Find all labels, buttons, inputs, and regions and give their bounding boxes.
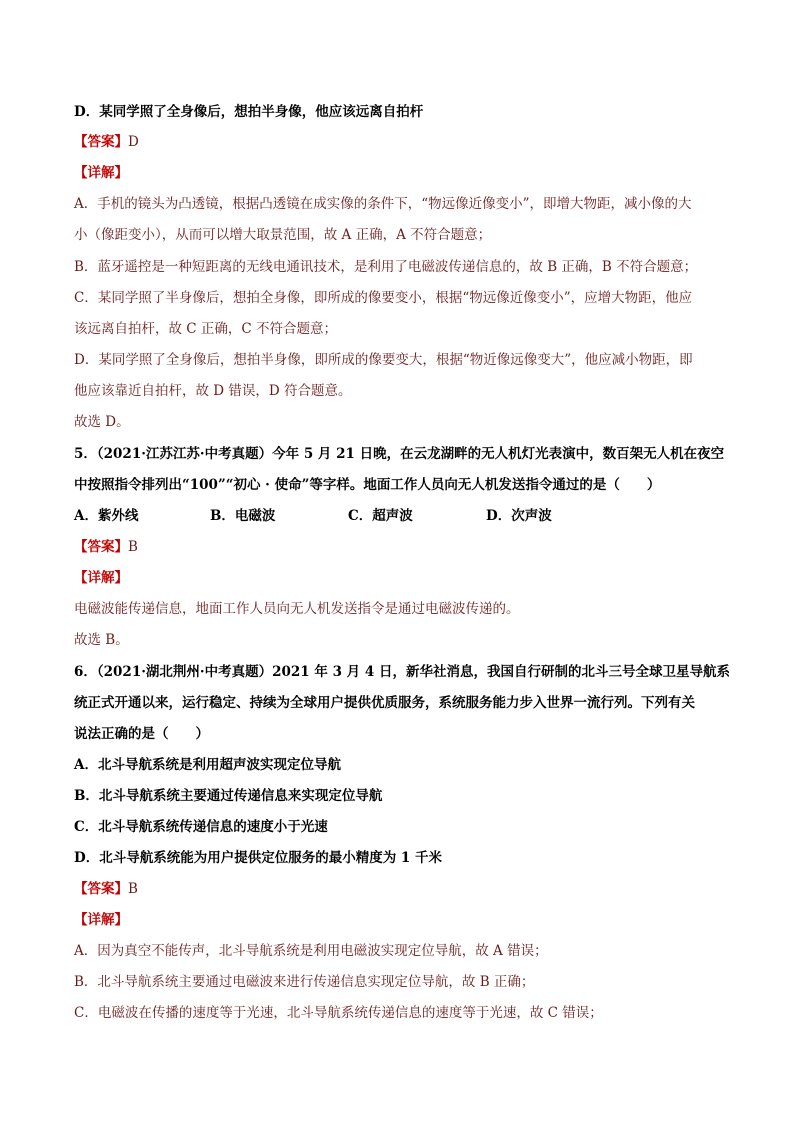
question-text-line: 说法正确的是（ ） [74, 726, 209, 742]
answer-option: A．紫外线 [74, 508, 139, 524]
answer-line [74, 537, 138, 557]
tag-label: 【答案】 [74, 134, 128, 150]
explanation-text-line: B．蓝牙遥控是一种短距离的无线电通讯技术，是利用了电磁波传递信息的，故 B 正确，B 不符合题意； [74, 259, 698, 275]
explanation-text-line: 电磁波能传递信息，地面工作人员向无人机发送指令是通过电磁波传递的。 [74, 601, 520, 617]
question-text-line: B．北斗导航系统主要通过传递信息来实现定位导航 [74, 788, 383, 804]
explanation-text-line: C．某同学照了半身像后，想拍全身像，即所成的像要变小，根据“物远像近像变小”，应增大物距，他应 [74, 290, 693, 306]
tag-label: 【详解】 [74, 570, 128, 586]
question-text-line: 中按照指令排列出“100”“初心 · 使命”等字样。地面工作人员向无人机发送指令通过的是（ ） [74, 477, 661, 493]
explanation-text-line: 小（像距变小），从而可以增大取景范围，故 A 正确，A 不符合题意； [74, 227, 492, 243]
question-text-line: D．北斗导航系统能为用户提供定位服务的最小精度为 1 千米 [74, 850, 442, 866]
answer-option: C．超声波 [348, 508, 413, 524]
explanation-text-line: 故选 D。 [74, 414, 130, 430]
explanation-text-line: A．手机的镜头为凸透镜，根据凸透镜在成实像的条件下，“物远像近像变小”，即增大物距，减小像的大 [74, 196, 692, 212]
explanation-text-line: A．因为真空不能传声，北斗导航系统是利用电磁波实现定位导航，故 A 错误； [74, 943, 548, 959]
explanation-text-line: D．某同学照了全身像后，想拍半身像，即所成的像要变大，根据“物近像远像变大”，他应减小物距，即 [74, 352, 693, 368]
answer-value: D [128, 134, 139, 150]
question-text-line: 6．（2021·湖北荆州·中考真题）2021 年 3 月 4 日，新华社消息，我国自行研制的北斗三号全球卫星导航系 [74, 664, 730, 680]
explanation-heading [74, 910, 128, 930]
explanation-text-line: 故选 B。 [74, 632, 129, 648]
explanation-text-line: B．北斗导航系统主要通过电磁波来进行传递信息实现定位导航，故 B 正确； [74, 974, 535, 990]
question-text-line: A．北斗导航系统是利用超声波实现定位导航 [74, 757, 341, 773]
answer-option: D．次声波 [486, 508, 552, 524]
question-text-line: 统正式开通以来，运行稳定、持续为全球用户提供优质服务，系统服务能力步入世界一流行列。下列有关 [74, 695, 695, 711]
answer-value: B [128, 881, 138, 897]
question-text-line: C．北斗导航系统传递信息的速度小于光速 [74, 819, 328, 835]
tag-label: 【详解】 [74, 912, 128, 928]
answer-value: B [128, 539, 138, 555]
explanation-heading [74, 568, 128, 588]
explanation-text-line: 该远离自拍杆，故 C 正确，C 不符合题意； [74, 321, 338, 337]
answer-line [74, 132, 139, 152]
question-text-line: D．某同学照了全身像后，想拍半身像，他应该远离自拍杆 [74, 104, 424, 120]
answer-line [74, 879, 138, 899]
tag-label: 【答案】 [74, 539, 128, 555]
explanation-heading [74, 163, 128, 183]
tag-label: 【答案】 [74, 881, 128, 897]
answer-option: B．电磁波 [210, 508, 276, 524]
tag-label: 【详解】 [74, 165, 128, 181]
question-text-line: 5．（2021·江苏江苏·中考真题）今年 5 月 21 日晚，在云龙湖畔的无人机灯光表演中，数百架无人机在夜空 [74, 446, 725, 462]
explanation-text-line: 他应该靠近自拍杆，故 D 错误，D 符合题意。 [74, 383, 352, 399]
explanation-text-line: C．电磁波在传播的速度等于光速，北斗导航系统传递信息的速度等于光速，故 C 错误； [74, 1005, 603, 1021]
